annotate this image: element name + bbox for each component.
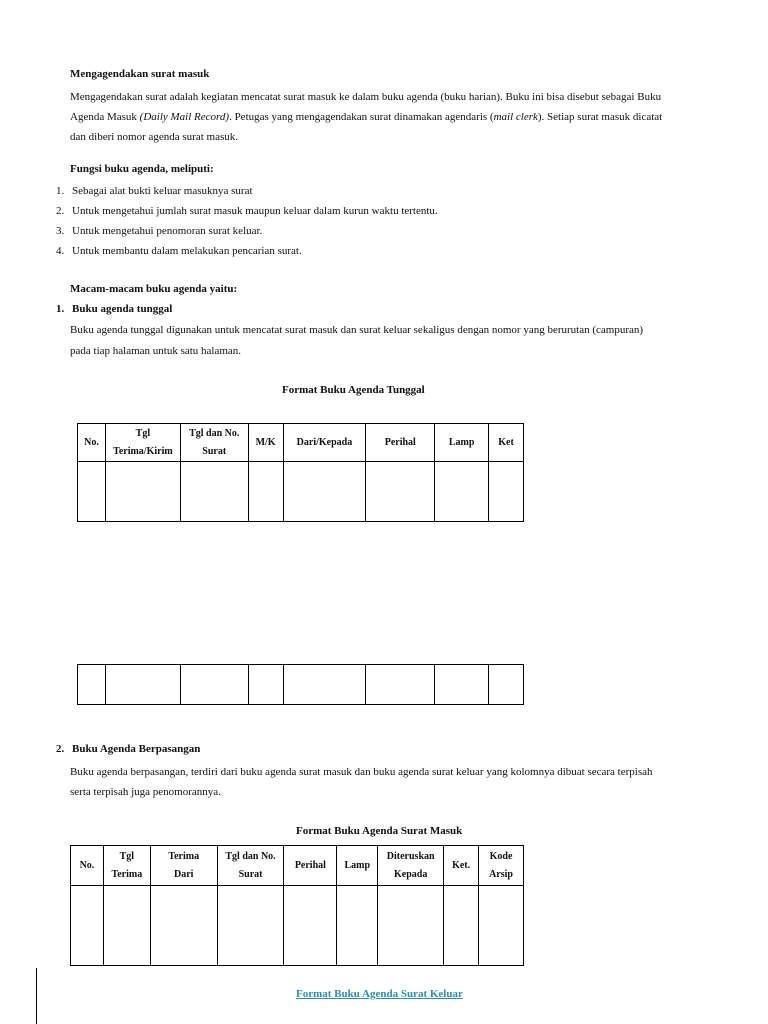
table-cell <box>366 462 435 522</box>
table-tunggal-title: Format Buku Agenda Tunggal <box>282 384 425 396</box>
table-cell <box>180 665 248 705</box>
column-header <box>378 846 444 886</box>
table-cell <box>283 462 366 522</box>
column-header-line: Lamp <box>448 436 475 448</box>
table-cell <box>479 886 524 966</box>
column-header <box>71 846 104 886</box>
column-header-line: Dari/Kepada <box>296 436 353 448</box>
item2-number: 2. <box>56 743 65 755</box>
column-header <box>150 846 217 886</box>
list-item-text: Sebagai alat bukti keluar masuknya surat <box>72 185 253 197</box>
column-header-line: Diteruskan <box>386 850 435 862</box>
paragraph-line-3: dan diberi nomor agenda surat masuk. <box>70 131 239 143</box>
column-header <box>105 424 180 462</box>
list-item <box>56 181 253 201</box>
column-header <box>103 846 150 886</box>
list-item-number: 2. <box>56 205 65 217</box>
column-header-line: Terima <box>168 850 200 862</box>
table-cell <box>180 462 248 522</box>
column-header-line: Perihal <box>294 859 326 871</box>
column-header-line: Surat <box>202 445 227 457</box>
margin-line <box>36 968 37 1024</box>
list-item-text: Untuk membantu dalam melakukan pencarian surat. <box>72 245 302 257</box>
column-header <box>479 846 524 886</box>
table-cell <box>337 886 378 966</box>
table-cell <box>489 665 524 705</box>
paragraph-line-2: Agenda Masuk (Daily Mail Record). Petugas yang mengagendakan surat dinamakan agendaris (mail clerk). Setiap surat masuk dicatat <box>70 111 663 123</box>
item1-title: Buku agenda tunggal <box>72 303 173 315</box>
table-cell <box>378 886 444 966</box>
column-header <box>489 424 524 462</box>
table-cell <box>150 886 217 966</box>
column-header-line: Surat <box>238 868 263 880</box>
table-header-row <box>78 424 524 462</box>
table-cell <box>283 665 366 705</box>
table-cell <box>71 886 104 966</box>
table-cell <box>435 665 489 705</box>
column-header-line: Tgl <box>135 427 151 439</box>
column-header <box>78 424 106 462</box>
column-header <box>444 846 479 886</box>
column-header-line: M/K <box>255 436 276 448</box>
fungsi-heading: Fungsi buku agenda, meliputi: <box>70 163 214 175</box>
table-cell <box>78 665 106 705</box>
table-cell <box>435 462 489 522</box>
table-row <box>78 462 524 522</box>
column-header-line: Terima/Kirim <box>113 445 173 457</box>
table-cell <box>284 886 337 966</box>
table-cell <box>366 665 435 705</box>
column-header-line: Kepada <box>394 868 428 880</box>
column-header <box>217 846 284 886</box>
list-item-text: Untuk mengetahui penomoran surat keluar. <box>72 225 263 237</box>
column-header-line: Tgl dan No. <box>225 850 276 862</box>
table-header-row <box>71 846 524 886</box>
column-header-line: Ket <box>498 436 514 448</box>
table-cell <box>105 462 180 522</box>
column-header-line: Dari <box>174 868 194 880</box>
table-cell <box>444 886 479 966</box>
section-heading-mengagendakan: Mengagendakan surat masuk <box>70 68 210 80</box>
list-item-number: 3. <box>56 225 65 237</box>
column-header <box>283 424 366 462</box>
column-header <box>435 424 489 462</box>
column-header-line: Arsip <box>489 868 513 880</box>
column-header <box>180 424 248 462</box>
column-header-line: Perihal <box>384 436 416 448</box>
table-agenda-tunggal-continued <box>77 664 524 705</box>
item1-number: 1. <box>56 303 65 315</box>
column-header <box>337 846 378 886</box>
column-header-line: Kode <box>489 850 513 862</box>
table-cell <box>217 886 284 966</box>
column-header-line: Terima <box>111 868 143 880</box>
column-header-line: Tgl dan No. <box>189 427 240 439</box>
macam-heading: Macam-macam buku agenda yaitu: <box>70 283 238 295</box>
list-item <box>56 201 438 221</box>
table-row <box>78 665 524 705</box>
table-masuk-title: Format Buku Agenda Surat Masuk <box>296 825 463 837</box>
item1-line-1: Buku agenda tunggal digunakan untuk mencatat surat masuk dan surat keluar sekaligus dengan nomor yang berurutan (campuran) <box>70 324 644 336</box>
link-format-surat-keluar[interactable]: Format Buku Agenda Surat Keluar <box>296 988 463 1000</box>
column-header-line: No. <box>79 859 95 871</box>
table-cell <box>248 462 283 522</box>
paragraph-line-1: Mengagendakan surat adalah kegiatan mencatat surat masuk ke dalam buku agenda (buku harian). Buku ini bisa disebut sebagai Buku <box>70 91 662 103</box>
table-agenda-surat-masuk <box>70 845 524 966</box>
column-header-line: Lamp <box>344 859 371 871</box>
column-header <box>366 424 435 462</box>
column-header <box>284 846 337 886</box>
table-cell <box>103 886 150 966</box>
column-header-line: No. <box>84 436 99 448</box>
column-header-line: Tgl <box>119 850 135 862</box>
table-cell <box>489 462 524 522</box>
column-header <box>248 424 283 462</box>
table-cell <box>105 665 180 705</box>
item2-line-2: serta terpisah juga penomorannya. <box>70 786 221 798</box>
list-item-text: Untuk mengetahui jumlah surat masuk maupun keluar dalam kurun waktu tertentu. <box>72 205 438 217</box>
list-item <box>56 241 302 261</box>
table-agenda-tunggal <box>77 423 524 522</box>
list-item-number: 1. <box>56 185 65 197</box>
table-cell <box>248 665 283 705</box>
table-cell <box>78 462 106 522</box>
column-header-line: Ket. <box>452 859 471 871</box>
list-item-number: 4. <box>56 245 65 257</box>
item2-title: Buku Agenda Berpasangan <box>72 743 201 755</box>
item2-line-1: Buku agenda berpasangan, terdiri dari buku agenda surat masuk dan buku agenda surat keluar yang kolomnya dibuat secara terpisah <box>70 766 653 778</box>
list-item <box>56 221 262 241</box>
item1-line-2: pada tiap halaman untuk satu halaman. <box>70 345 242 357</box>
table-row <box>71 886 524 966</box>
